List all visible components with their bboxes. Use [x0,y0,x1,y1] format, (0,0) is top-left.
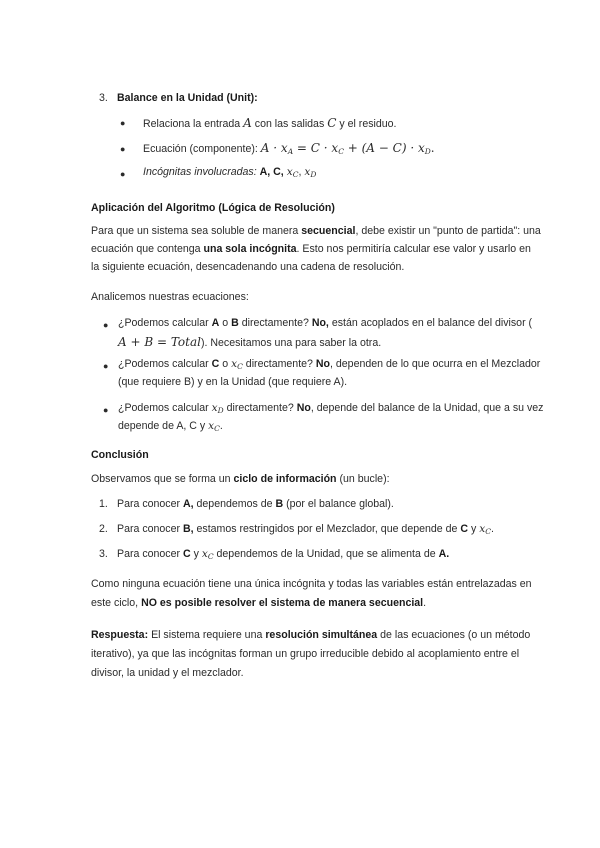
item-number: 3. [99,548,108,560]
paragraph-line: Como ninguna ecuación tiene una única incógnita y todas las variables están entrelazadas en [91,578,532,590]
paragraph-line: este ciclo, NO es posible resolver el sistema de manera secuencial. [91,597,427,609]
bullet-dot: ● [103,361,109,371]
answer-line: divisor, la unidad y el mezclador. [91,667,244,679]
paragraph-line: Para que un sistema sea soluble de manera secuencial, debe existir un "punto de partida": una [91,225,541,237]
question-c-line2: (que requiere B) y en la Unidad (que requiere A). [118,376,348,388]
question-ab-line1: ¿Podemos calcular A o B directamente? No, están acoplados en el balance del divisor ( [118,317,533,329]
answer-line: Respuesta: El sistema requiere una resolución simultánea de las ecuaciones (o un método [91,629,531,641]
bullet-incognitas: Incógnitas involucradas: A, C, $x_C$, $x_D$ [143,166,317,179]
item-text: Para conocer A, dependemos de B (por el balance global). [117,498,394,510]
paragraph-observamos: Observamos que se forma un ciclo de información (un bucle): [91,473,390,485]
item-text: Para conocer B, estamos restringidos por el Mezclador, que depende de C y $x_C$. [117,523,494,536]
item-number: 1. [99,498,108,510]
answer-line: iterativo), ya que las incógnitas forman un grupo irreducible debido al acoplamiento entre el [91,648,520,660]
paragraph-line: la siguiente ecuación, desencadenando una cadena de resolución. [91,261,405,273]
item-title: Balance en la Unidad (Unit): [117,92,258,104]
question-ab-line2: A + B = Total). Necesitamos una para saber la otra. [118,335,382,349]
bullet-dot: ● [120,144,126,154]
bullet-relaciona: Relaciona la entrada A con las salidas C y el residuo. [143,116,397,130]
item-number: 2. [99,523,108,535]
question-xd-line2: depende de A, C y $x_C$. [118,420,223,433]
bullet-dot: ● [103,320,109,330]
section-heading-conclusion: Conclusión [91,449,149,461]
question-c-line1: ¿Podemos calcular C o $x_C$ directamente? No, dependen de lo que ocurra en el Mezclador [118,358,541,371]
bullet-ecuacion: Ecuación (componente): $A \cdot x_A = C \cdot x_C + (A - C) \cdot x_D$. [143,141,435,156]
bullet-dot: ● [103,405,109,415]
bullet-dot: ● [120,169,126,179]
bullet-dot: ● [120,118,126,128]
paragraph-line: ecuación que contenga una sola incógnita. Esto nos permitiría calcular ese valor y usarlo en [91,243,531,255]
item-number: 3. [99,92,108,104]
question-xd-line1: ¿Podemos calcular $x_D$ directamente? No, depende del balance de la Unidad, que a su vez [118,402,544,415]
paragraph-analicemos: Analicemos nuestras ecuaciones: [91,291,249,303]
section-heading-algoritmo: Aplicación del Algoritmo (Lógica de Resolución) [91,202,335,214]
item-text: Para conocer C y $x_C$ dependemos de la Unidad, que se alimenta de A. [117,548,450,561]
